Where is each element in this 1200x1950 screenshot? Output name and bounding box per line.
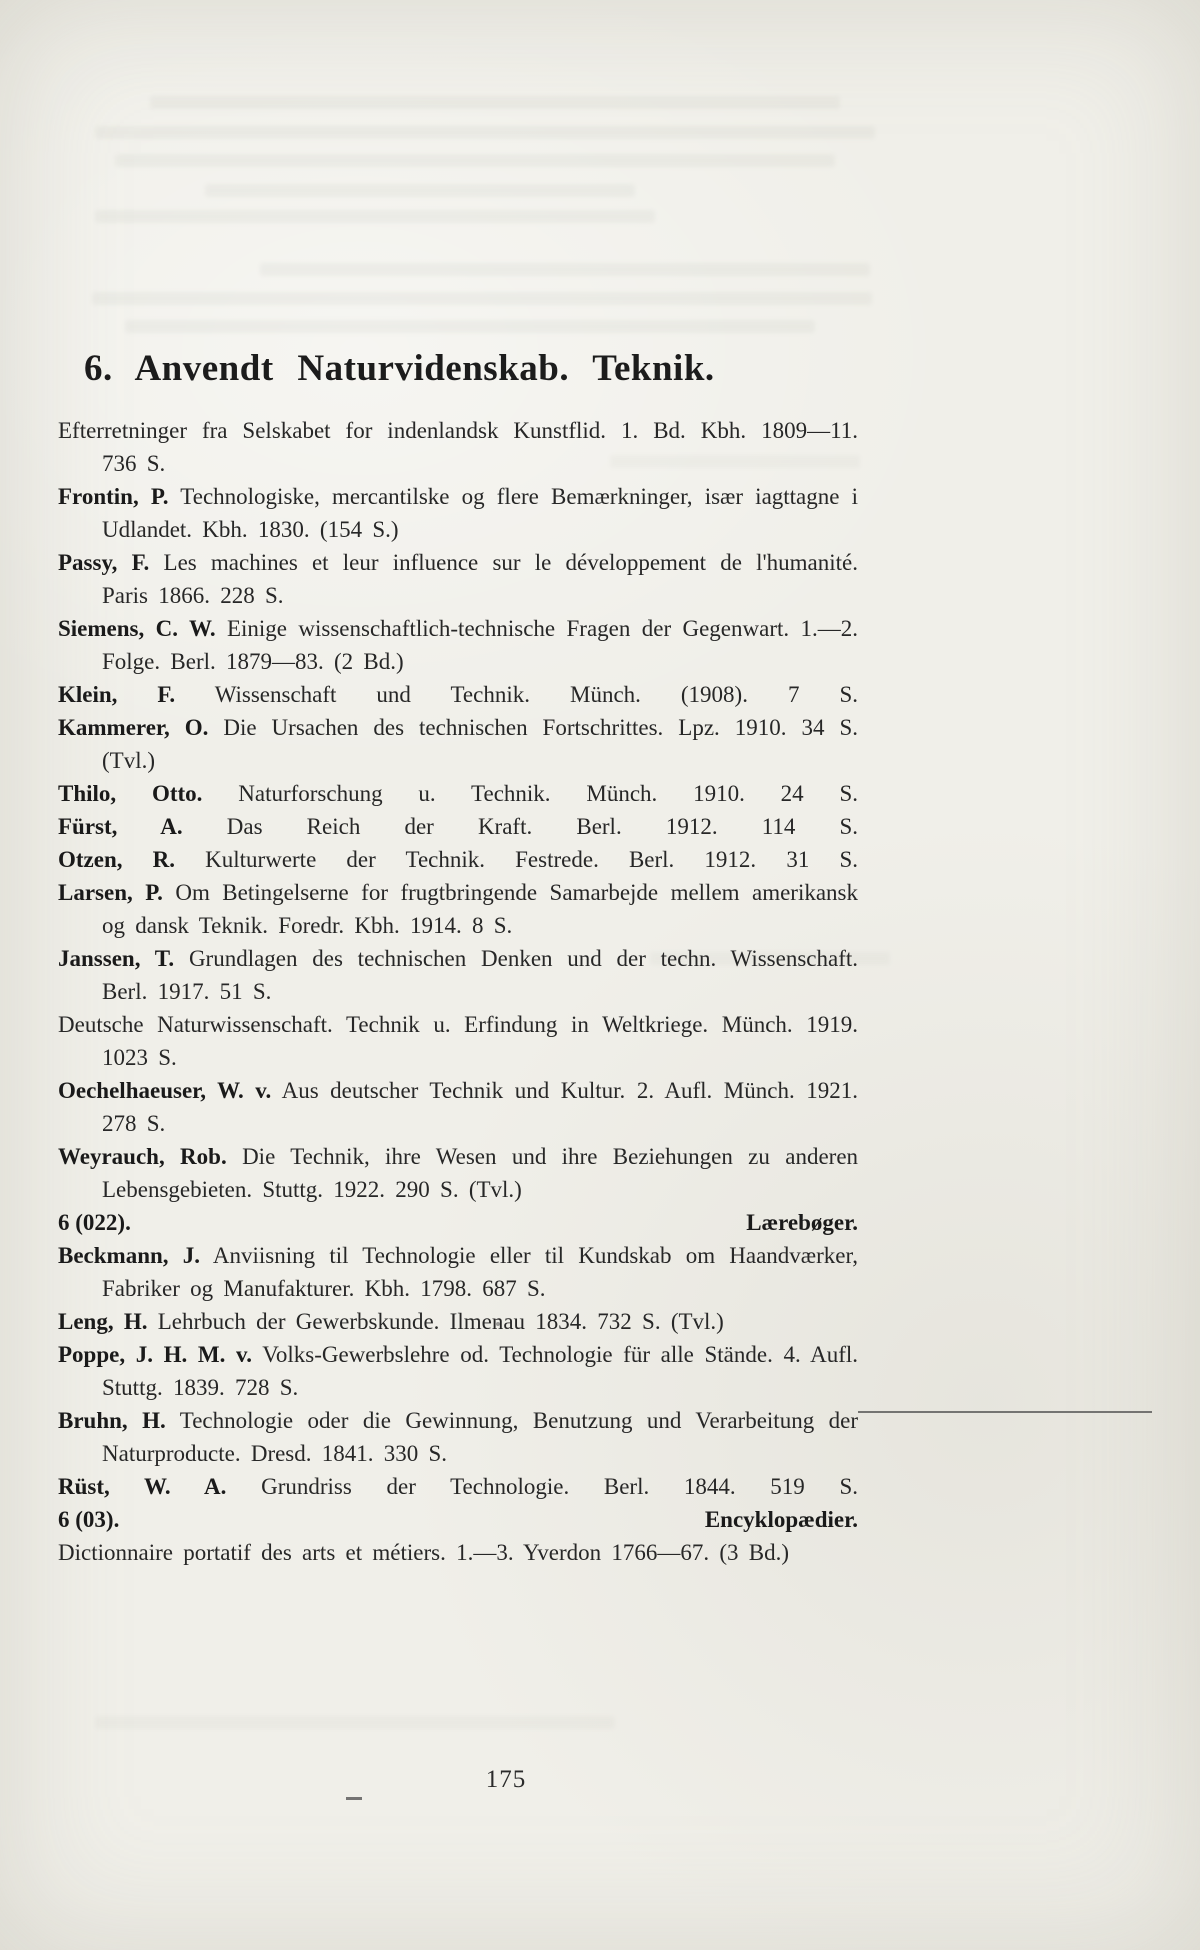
entry-author: Leng, H.: [58, 1309, 148, 1334]
entry-text: Volks-Gewerbslehre od. Technologie für alle Stände. 4. Aufl. Stuttg. 1839. 728 S.: [102, 1342, 858, 1400]
entry-author: Kammerer, O.: [58, 715, 209, 740]
entry-author: Frontin, P.: [58, 484, 169, 509]
scan-line-artifact: [858, 1411, 1152, 1413]
bibliography-entry: [58, 1470, 858, 1503]
entry-text: Lehrbuch der Gewerbskunde. Ilmenau 1834. 732 S. (Tvl.): [157, 1309, 724, 1334]
entry-text: Om Betingelserne for frugtbringende Samarbejde mellem amerikansk og dansk Teknik. Foredr. Kbh. 1914. 8 S.: [102, 880, 858, 938]
entry-author: Janssen, T.: [58, 946, 175, 971]
bibliography-entry: [58, 876, 858, 942]
bleedthrough-artifact: [260, 263, 870, 276]
bleedthrough-artifact: [115, 154, 835, 167]
entry-author: Passy, F.: [58, 550, 150, 575]
bibliography-entry: [58, 612, 858, 678]
section-heading: [58, 1206, 858, 1239]
entry-text: Anviisning til Technologie eller til Kundskab om Haandværker, Fabriker og Manufakturer. Kbh. 1798. 687 S.: [102, 1243, 859, 1301]
bibliography-entry: [58, 942, 858, 1008]
bibliography-entry: [58, 1140, 858, 1206]
entry-text: Naturforschung u. Technik. Münch. 1910. 24 S.: [238, 781, 858, 806]
bleedthrough-artifact: [125, 320, 815, 333]
bibliography-entry: [58, 1305, 858, 1338]
bibliography-entry: [58, 1404, 858, 1470]
text-block: [58, 347, 858, 1569]
entry-text: Les machines et leur influence sur le développement de l'humanité. Paris 1866. 228 S.: [102, 550, 859, 608]
bleedthrough-artifact: [95, 210, 655, 223]
scan-dash-artifact: [346, 1797, 362, 1800]
bibliography-entry: [58, 777, 858, 810]
entry-author: Oechelhaeuser, W. v.: [58, 1078, 272, 1103]
entry-text: Die Ursachen des technischen Fortschrittes. Lpz. 1910. 34 S. (Tvl.): [102, 715, 859, 773]
section-code: 6 (022).: [58, 1210, 131, 1235]
entry-text: Wissenschaft und Technik. Münch. (1908). 7 S.: [214, 682, 858, 707]
entry-author: Thilo, Otto.: [58, 781, 203, 806]
bibliography-entry: [58, 546, 858, 612]
bleedthrough-artifact: [150, 96, 840, 109]
entry-author: Weyrauch, Rob.: [58, 1144, 227, 1169]
page-number: 175: [485, 1766, 527, 1793]
bibliography-entry: [58, 711, 858, 777]
entry-text: Kulturwerte der Technik. Festrede. Berl. 1912. 31 S.: [205, 847, 859, 872]
entry-text: Das Reich der Kraft. Berl. 1912. 114 S.: [226, 814, 859, 839]
entry-author: Siemens, C. W.: [58, 616, 216, 641]
entry-text: Aus deutscher Technik und Kultur. 2. Aufl. Münch. 1921. 278 S.: [102, 1078, 859, 1136]
bleedthrough-artifact: [92, 292, 872, 305]
entry-text: Grundriss der Technologie. Berl. 1844. 519 S.: [261, 1474, 859, 1499]
entry-text: Grundlagen des technischen Denken und der techn. Wissenschaft. Berl. 1917. 51 S.: [102, 946, 859, 1004]
bleedthrough-artifact: [95, 1716, 615, 1729]
bibliography-entry: [58, 843, 858, 876]
entry-author: Fürst, A.: [58, 814, 183, 839]
section-heading: [58, 1503, 858, 1536]
entry-author: Poppe, J. H. M. v.: [58, 1342, 252, 1367]
section-code: 6 (03).: [58, 1507, 120, 1532]
entry-text: Einige wissenschaftlich-technische Fragen der Gegenwart. 1.—2. Folge. Berl. 1879—83. (2 Bd.): [102, 616, 858, 674]
bibliography-entry: [58, 1536, 858, 1569]
bibliography-entry: [58, 810, 858, 843]
entry-text: Deutsche Naturwissenschaft. Technik u. Erfindung in Weltkriege. Münch. 1919. 1023 S.: [58, 1012, 858, 1070]
bibliography-entry: [58, 480, 858, 546]
bibliography-entry: [58, 1239, 858, 1305]
entry-author: Rüst, W. A.: [58, 1474, 227, 1499]
bibliography-entry: [58, 1338, 858, 1404]
entry-text: Technologie oder die Gewinnung, Benutzung und Verarbeitung der Naturproducte. Dresd. 1841. 330 S.: [102, 1408, 858, 1466]
entry-text: Die Technik, ihre Wesen und ihre Beziehungen zu anderen Lebensgebieten. Stuttg. 1922. 290 S. (Tvl.): [102, 1144, 859, 1202]
bleedthrough-artifact: [205, 184, 635, 197]
bleedthrough-artifact: [95, 126, 875, 139]
entry-author: Bruhn, H.: [58, 1408, 166, 1433]
section-label: Encyklopædier.: [704, 1507, 858, 1532]
bibliography-entry: [58, 414, 858, 480]
entry-text: Technologiske, mercantilske og flere Bemærkninger, især iagttagne i Udlandet. Kbh. 1830. (154 S.): [102, 484, 859, 542]
bibliography-entry: [58, 678, 858, 711]
bibliography-entry: [58, 1008, 858, 1074]
entry-text: Efterretninger fra Selskabet for indenlandsk Kunstflid. 1. Bd. Kbh. 1809—11. 736 S.: [58, 418, 858, 476]
entry-author: Otzen, R.: [58, 847, 176, 872]
entry-text: Dictionnaire portatif des arts et métiers. 1.—3. Yverdon 1766—67. (3 Bd.): [58, 1540, 790, 1565]
entry-author: Klein, F.: [58, 682, 176, 707]
page-title: 6. Anvendt Naturvidenskab. Teknik.: [84, 348, 715, 389]
entry-author: Beckmann, J.: [58, 1243, 200, 1268]
entry-author: Larsen, P.: [58, 880, 163, 905]
bibliography-entry: [58, 1074, 858, 1140]
section-label: Lærebøger.: [746, 1210, 858, 1235]
